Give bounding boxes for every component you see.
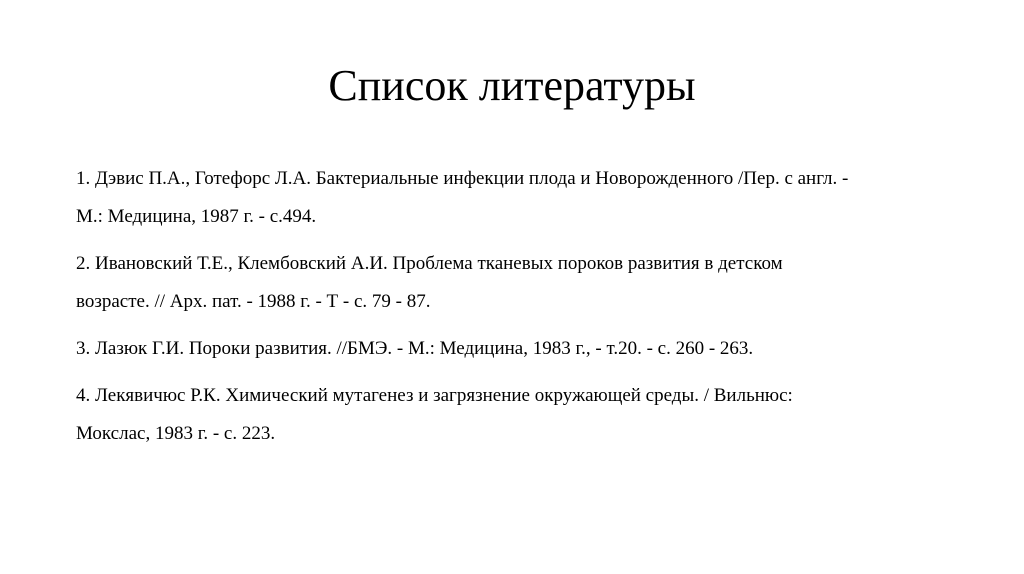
- reference-item-2: [76, 245, 976, 321]
- reference-item-1: [76, 160, 976, 236]
- reference-1-line-1: 1. Дэвис П.А., Готефорс Л.А. Бактериальные инфекции плода и Новорожденного /Пер. с англ. -: [76, 168, 849, 189]
- reference-2-line-1: 2. Ивановский Т.Е., Клембовский А.И. Проблема тканевых пороков развития в детском: [76, 253, 783, 274]
- reference-item-4: [76, 377, 976, 453]
- reference-list: [76, 160, 976, 462]
- slide-title: Список литературы: [328, 61, 696, 110]
- reference-4-line-1: 4. Лекявичюс Р.К. Химический мутагенез и загрязнение окружающей среды. / Вильнюс:: [76, 385, 793, 406]
- reference-1-line-2: М.: Медицина, 1987 г. - с.494.: [76, 206, 317, 227]
- reference-3-line-1: 3. Лазюк Г.И. Пороки развития. //БМЭ. - М.: Медицина, 1983 г., - т.20. - с. 260 - 263.: [76, 338, 754, 359]
- reference-2-line-2: возрасте. // Арх. пат. - 1988 г. - Т - с. 79 - 87.: [76, 291, 431, 312]
- reference-4-line-2: Мокслас, 1983 г. - с. 223.: [76, 423, 276, 444]
- reference-item-3: [76, 330, 976, 368]
